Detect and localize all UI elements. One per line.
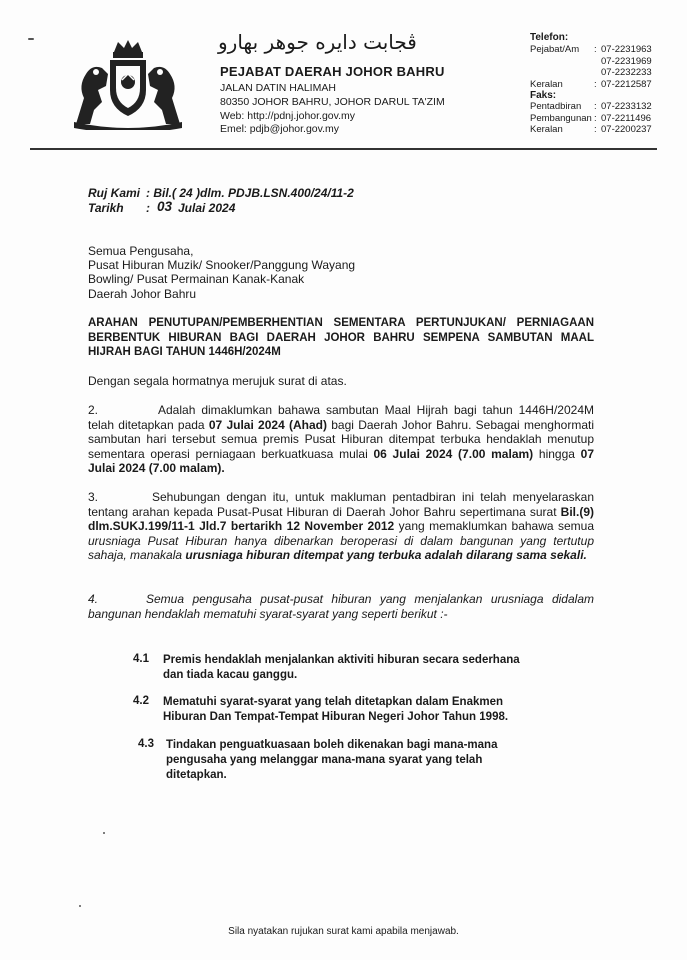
tarikh-month-year: Julai 2024 [178, 201, 236, 215]
para2-text-3: hingga [533, 446, 581, 461]
paragraph-2 [88, 403, 594, 476]
paragraph-3 [88, 490, 594, 563]
item-number: 4.3 [138, 738, 154, 750]
office-name: PEJABAT DAERAH JOHOR BAHRU [220, 64, 445, 79]
para3-text-2: yang memaklumkan bahawa semua [394, 519, 594, 533]
fax-number-keralan: 07-2200237 [601, 124, 652, 135]
item-number: 4.1 [133, 653, 149, 665]
telefon-heading: Telefon: [530, 32, 569, 43]
para2-date-1: 07 Julai 2024 (Ahad) [208, 417, 327, 432]
web-address[interactable]: Web: http://pdnj.johor.gov.my [220, 110, 356, 122]
scan-speck [28, 38, 34, 40]
item-text: Premis hendaklah menjalankan aktiviti hiburan secara sederhana dan tiada kacau ganggu. [163, 654, 520, 681]
recipient-line-3: Bowling/ Pusat Permainan Kanak-Kanak [88, 272, 305, 286]
para2-text-2: bagi Daerah Johor Bahru. Sebagai menghormati sambutan hari tersebut semua premis Pusat Hiburan ditempat terbuka hendaklah menutup sementara operasi perniagaan berkuatkuasa mulai [88, 417, 594, 461]
fax-label-pentadbiran: Pentadbiran [530, 101, 582, 112]
kerajaan-number: 07-2212587 [601, 78, 652, 90]
para2-number: 2. [88, 403, 99, 417]
para3-reference: Bil.(9) dlm.SUKJ.199/11-1 Jld.7 bertarikh 12 November 2012 [88, 504, 594, 533]
pejabat-number-2: 07-2231969 [601, 55, 652, 67]
item-text: Mematuhi syarat-syarat yang telah ditetapkan dalam Enakmen Hiburan Dan Tempat-Tempat Hiburan Negeri Johor Tahun 1998. [163, 696, 509, 723]
tarikh-colon: : [146, 201, 150, 215]
para2-date-3: 07 Julai 2024 (7.00 malam). [88, 446, 595, 475]
pejabat-number-3: 07-2232233 [601, 67, 652, 78]
footer-note: Sila nyatakan rujukan surat kami apabila menjawab. [228, 926, 459, 937]
fax-number-pembangunan: 07-2211496 [601, 112, 652, 124]
ruj-label: Ruj Kami [88, 186, 141, 200]
address-line-2: 80350 JOHOR BAHRU, JOHOR DARUL TA'ZIM [220, 96, 445, 108]
para3-bold-italic: urusniaga hiburan ditempat yang terbuka adalah dilarang sama sekali. [185, 548, 587, 562]
item-number: 4.2 [133, 695, 149, 707]
scan-speck [103, 832, 105, 834]
colon: : [594, 112, 597, 124]
paragraph-4: Semua pengusaha pusat-pusat hiburan yang menjalankan urusniaga didalam bangunan hendaklah mematuhi syarat-syarat yang seperti berikut :- [88, 592, 594, 621]
recipient-line-4: Daerah Johor Bahru [88, 287, 197, 301]
ruj-value: : Bil.( 24 )dlm. PDJB.LSN.400/24/11-2 [146, 186, 354, 200]
email-address[interactable]: Emel: pdjb@johor.gov.my [220, 123, 340, 135]
greeting: Dengan segala hormatnya merujuk surat di atas. [88, 374, 347, 388]
faks-heading: Faks: [530, 90, 557, 101]
tarikh-label: Tarikh [88, 201, 124, 215]
para3-italic: urusniaga Pusat Hiburan hanya dibenarkan beroperasi di dalam bangunan yang tertutup sahaja, manakala [88, 533, 594, 562]
para3-text-1: Sehubungan dengan itu, untuk makluman pentadbiran ini telah menyelaraskan tentang arahan kepada Pusat-Pusat Hiburan di Daerah Johor Bahru sepertimana surat [88, 490, 594, 519]
fax-number-pentadbiran: 07-2233132 [601, 101, 652, 112]
para3-number: 3. [88, 490, 99, 504]
pejabat-number-1: 07-2231963 [601, 44, 652, 55]
item-text: Tindakan penguatkuasaan boleh dikenakan bagi mana-mana pengusaha yang melanggar mana-mana syarat yang telah ditetapkan. [166, 739, 498, 781]
pejabat-label: Pejabat/Am [530, 44, 580, 55]
jawi-title: ڤجابت دايره جوهر بهارو [218, 30, 417, 54]
recipient-line-2: Pusat Hiburan Muzik/ Snooker/Panggung Wayang [88, 258, 356, 272]
colon: : [594, 44, 597, 55]
address-line-1: JALAN DATIN HALIMAH [220, 82, 336, 94]
colon: : [594, 101, 597, 112]
tarikh-day: 03 [157, 199, 173, 214]
kerajaan-label: Keralan [530, 78, 563, 90]
colon: : [594, 78, 597, 90]
fax-label-keralan: Keralan [530, 124, 563, 135]
scan-speck [79, 905, 81, 907]
para4-number: 4. [88, 592, 99, 606]
para2-date-2: 06 Julai 2024 (7.00 malam) [373, 446, 534, 461]
fax-label-pembangunan: Pembangunan [530, 112, 592, 124]
header-divider [30, 148, 657, 150]
recipient-line-1: Semua Pengusaha, [88, 244, 194, 258]
state-crest-logo [66, 38, 190, 130]
colon: : [594, 124, 597, 135]
subject-heading: ARAHAN PENUTUPAN/PEMBERHENTIAN SEMENTARA PERTUNJUKAN/ PERNIAGAAN BERBENTUK HIBURAN BAGI DAERAH JOHOR BAHRU SEMPENA SAMBUTAN MAAL HIJRAH BAGI TAHUN 1446H/2024M [88, 317, 594, 358]
para2-text-1: Adalah dimaklumkan bahawa sambutan Maal Hijrah bagi tahun 1446H/2024M telah ditetapkan pada [88, 403, 594, 432]
